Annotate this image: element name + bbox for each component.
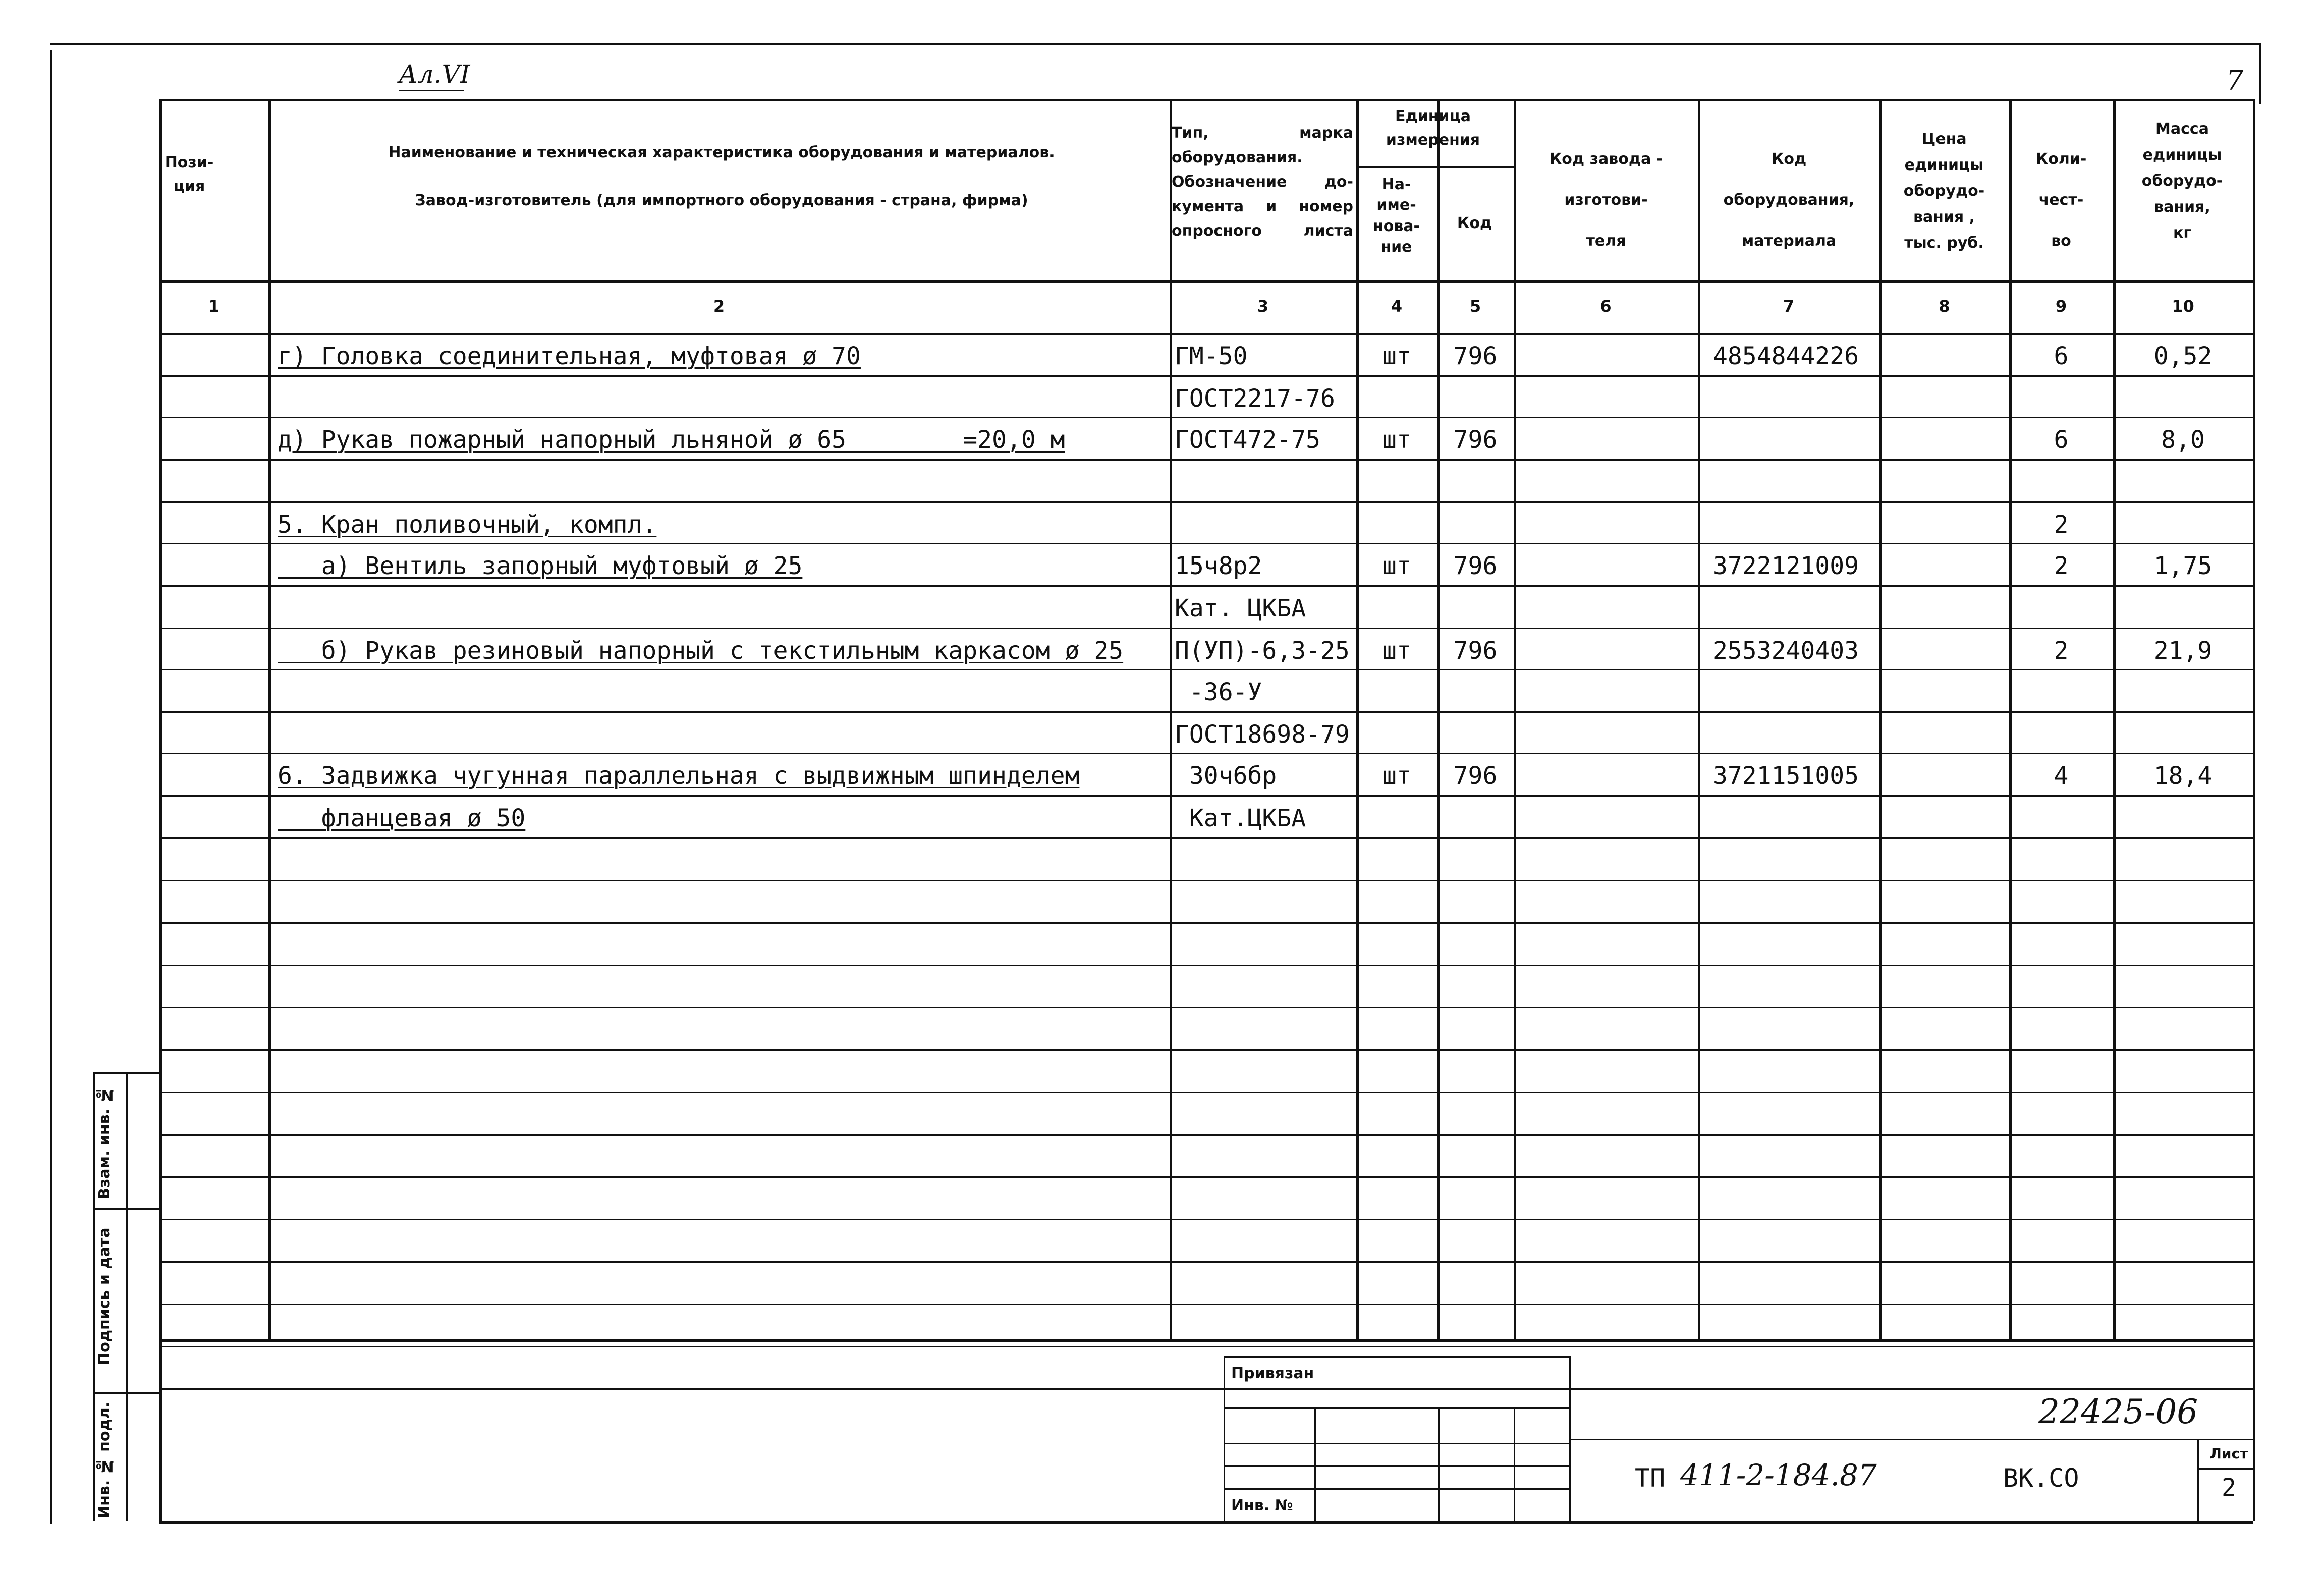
- cell-name: г) Головка соединительная, муфтовая ø 70: [278, 342, 861, 370]
- column-number: 4: [1391, 297, 1403, 316]
- cell-code: 796: [1453, 342, 1498, 370]
- cell-code: 796: [1453, 762, 1498, 790]
- column-number: 8: [1939, 297, 1950, 316]
- row-divider: [159, 543, 2253, 544]
- column-divider: [1437, 99, 1440, 1339]
- row-divider: [159, 795, 2253, 797]
- header-bottom-border: [159, 280, 2253, 283]
- cell-name: фланцевая ø 50: [278, 804, 526, 832]
- row-divider: [159, 1346, 2253, 1347]
- column-divider: [1514, 99, 1516, 1339]
- column-number: 10: [2172, 297, 2194, 316]
- side-stamp-left: [93, 1072, 95, 1521]
- column-number: 7: [1783, 297, 1795, 316]
- sheet-number: 2: [2222, 1474, 2236, 1502]
- row-divider: [159, 1176, 2253, 1178]
- unit-group-divider: [1356, 166, 1514, 168]
- cell-qty: 2: [2054, 511, 2069, 539]
- cell-mass: 8,0: [2161, 426, 2205, 454]
- header-mass: Масса единицы оборудо- вания, кг: [2141, 120, 2223, 242]
- cell-type: Кат.ЦКБА: [1175, 804, 1306, 832]
- archive-number: 22425-06: [2038, 1392, 2198, 1431]
- sheet-box-left: [2197, 1439, 2199, 1521]
- cell-code: 796: [1453, 552, 1498, 580]
- cell-mass: 1,75: [2153, 552, 2212, 580]
- header-factory-code: Код завода - изготови- теля: [1549, 150, 1663, 250]
- row-divider: [159, 1049, 2253, 1051]
- doc-code-number: 411-2-184.87: [1680, 1458, 1877, 1492]
- title-block-left: [1224, 1356, 1225, 1521]
- title-block-divider: [1514, 1407, 1515, 1521]
- column-divider: [1170, 99, 1172, 1339]
- column-number: 6: [1600, 297, 1612, 316]
- cell-mass: 21,9: [2153, 637, 2212, 665]
- column-number: 1: [208, 297, 220, 316]
- side-podpis-data: Подпись и дата: [96, 1227, 114, 1366]
- row-divider: [159, 417, 2253, 418]
- corner-divider: [2259, 43, 2261, 104]
- cell-type: 15ч8р2: [1175, 552, 1262, 580]
- cell-mass: 18,4: [2153, 762, 2212, 790]
- row-divider: [159, 880, 2253, 881]
- column-divider: [1879, 99, 1882, 1339]
- row-divider: [159, 1261, 2253, 1263]
- album-mark-underline: [399, 90, 464, 91]
- cell-unit: шт: [1382, 342, 1411, 370]
- cell-name: д) Рукав пожарный напорный льняной ø 65 =20,0 м: [278, 426, 1065, 454]
- cell-type: П(УП)-6,3-25: [1175, 637, 1350, 665]
- cell-unit: шт: [1382, 552, 1411, 580]
- column-divider: [1356, 99, 1359, 1339]
- cell-type: ГОСТ2217-76: [1175, 384, 1335, 413]
- cell-equip-code: 2553240403: [1713, 637, 1859, 665]
- row-divider: [159, 711, 2253, 713]
- cell-qty: 6: [2054, 426, 2069, 454]
- header-unit-name: На- име- нова- ние: [1372, 176, 1420, 256]
- frame-bottom: [159, 1521, 2253, 1524]
- row-divider: [159, 1388, 2253, 1390]
- row-divider: [159, 1304, 2253, 1305]
- row-divider: [159, 1219, 2253, 1220]
- sheet-label-divider: [2197, 1468, 2253, 1470]
- header-equipment-code: Код оборудования, материала: [1723, 150, 1855, 250]
- title-stamp-top: [1569, 1439, 2253, 1440]
- title-block-line: [1224, 1407, 1569, 1409]
- row-divider: [159, 585, 2253, 587]
- row-divider: [159, 922, 2253, 924]
- header-unit-price: Цена единицы оборудо- вания , тыс. руб.: [1903, 130, 1985, 252]
- row-divider: [159, 1092, 2253, 1093]
- side-stamp-mid: [126, 1072, 128, 1521]
- header-name-line2: Завод-изготовитель (для импортного оборудования - страна, фирма): [415, 192, 1028, 209]
- inv-no-label: Инв. №: [1231, 1497, 1293, 1514]
- cell-code: 796: [1453, 426, 1498, 454]
- title-privyazan-top: [1224, 1356, 1569, 1358]
- side-inv-no-podl: Инв. № подл.: [96, 1401, 114, 1518]
- row-divider: [159, 1007, 2253, 1008]
- header-unit-group: Единица измерения: [1386, 107, 1480, 149]
- cell-mass: 0,52: [2153, 342, 2212, 370]
- column-divider: [2009, 99, 2012, 1339]
- column-divider: [1698, 99, 1700, 1339]
- side-vzam-inv: Взам. инв. №: [96, 1086, 114, 1200]
- title-block-divider: [1438, 1407, 1440, 1521]
- row-divider: [159, 1134, 2253, 1136]
- cell-qty: 2: [2054, 552, 2069, 580]
- cell-unit: шт: [1382, 426, 1411, 454]
- row-divider: [159, 459, 2253, 461]
- row-divider: [159, 753, 2253, 754]
- column-number: 3: [1257, 297, 1269, 316]
- header-type: Тип, марка оборудования. Обозначение до- кумента и номер опросного листа: [1172, 124, 1353, 240]
- cell-qty: 4: [2054, 762, 2069, 790]
- table-bottom-border: [159, 1339, 2253, 1342]
- cell-type: ГОСТ18698-79: [1175, 720, 1350, 749]
- title-block-line: [1224, 1465, 1569, 1467]
- sheet-corner-number: 7: [2226, 65, 2244, 96]
- privyazan-label: Привязан: [1231, 1365, 1314, 1382]
- cell-equip-code: 3721151005: [1713, 762, 1859, 790]
- sheet-label: Лист: [2209, 1445, 2248, 1462]
- left-binding-line: [50, 50, 52, 1524]
- cell-type: ГОСТ472-75: [1175, 426, 1320, 454]
- row-divider: [159, 669, 2253, 670]
- drawing-mark: ВК.СО: [2003, 1463, 2079, 1493]
- row-divider: [159, 628, 2253, 629]
- header-quantity: Коли- чест- во: [2035, 150, 2087, 250]
- cell-code: 796: [1453, 637, 1498, 665]
- cell-qty: 2: [2054, 637, 2069, 665]
- cell-name: 5. Кран поливочный, компл.: [278, 511, 657, 539]
- row-divider: [159, 375, 2253, 377]
- cell-equip-code: 4854844226: [1713, 342, 1859, 370]
- column-number: 2: [713, 297, 725, 316]
- cell-equip-code: 3722121009: [1713, 552, 1859, 580]
- doc-code-prefix: ТП: [1635, 1463, 1666, 1493]
- header-position: Пози- ция: [164, 154, 214, 195]
- cell-name: б) Рукав резиновый напорный с текстильным каркасом ø 25: [278, 637, 1124, 665]
- frame-right: [2253, 99, 2255, 1521]
- column-number: 5: [1469, 297, 1481, 316]
- table-top-border: [159, 99, 2253, 101]
- title-block-line: [1224, 1488, 1569, 1490]
- title-block-divider: [1314, 1407, 1316, 1521]
- column-number-bottom-border: [159, 333, 2253, 335]
- cell-type: ГМ-50: [1175, 342, 1248, 370]
- header-name-line1: Наименование и техническая характеристика оборудования и материалов.: [388, 144, 1055, 161]
- cell-unit: шт: [1382, 762, 1411, 790]
- title-block-line: [1224, 1443, 1569, 1444]
- column-divider: [268, 99, 271, 1339]
- row-divider: [159, 501, 2253, 503]
- cell-qty: 6: [2054, 342, 2069, 370]
- row-divider: [159, 965, 2253, 966]
- top-border-line: [50, 43, 2260, 45]
- row-divider: [159, 837, 2253, 839]
- cell-name: 6. Задвижка чугунная параллельная с выдвижным шпинделем: [278, 762, 1080, 790]
- column-divider: [2113, 99, 2116, 1339]
- album-mark: Ал.VI: [399, 60, 470, 89]
- column-number: 9: [2055, 297, 2067, 316]
- cell-type: Кат. ЦКБА: [1175, 594, 1306, 623]
- cell-unit: шт: [1382, 637, 1411, 665]
- cell-type: 30ч6бр: [1175, 762, 1277, 790]
- header-unit-code: Код: [1457, 214, 1492, 232]
- cell-name: а) Вентиль запорный муфтовый ø 25: [278, 552, 803, 580]
- cell-type: -36-У: [1175, 678, 1262, 706]
